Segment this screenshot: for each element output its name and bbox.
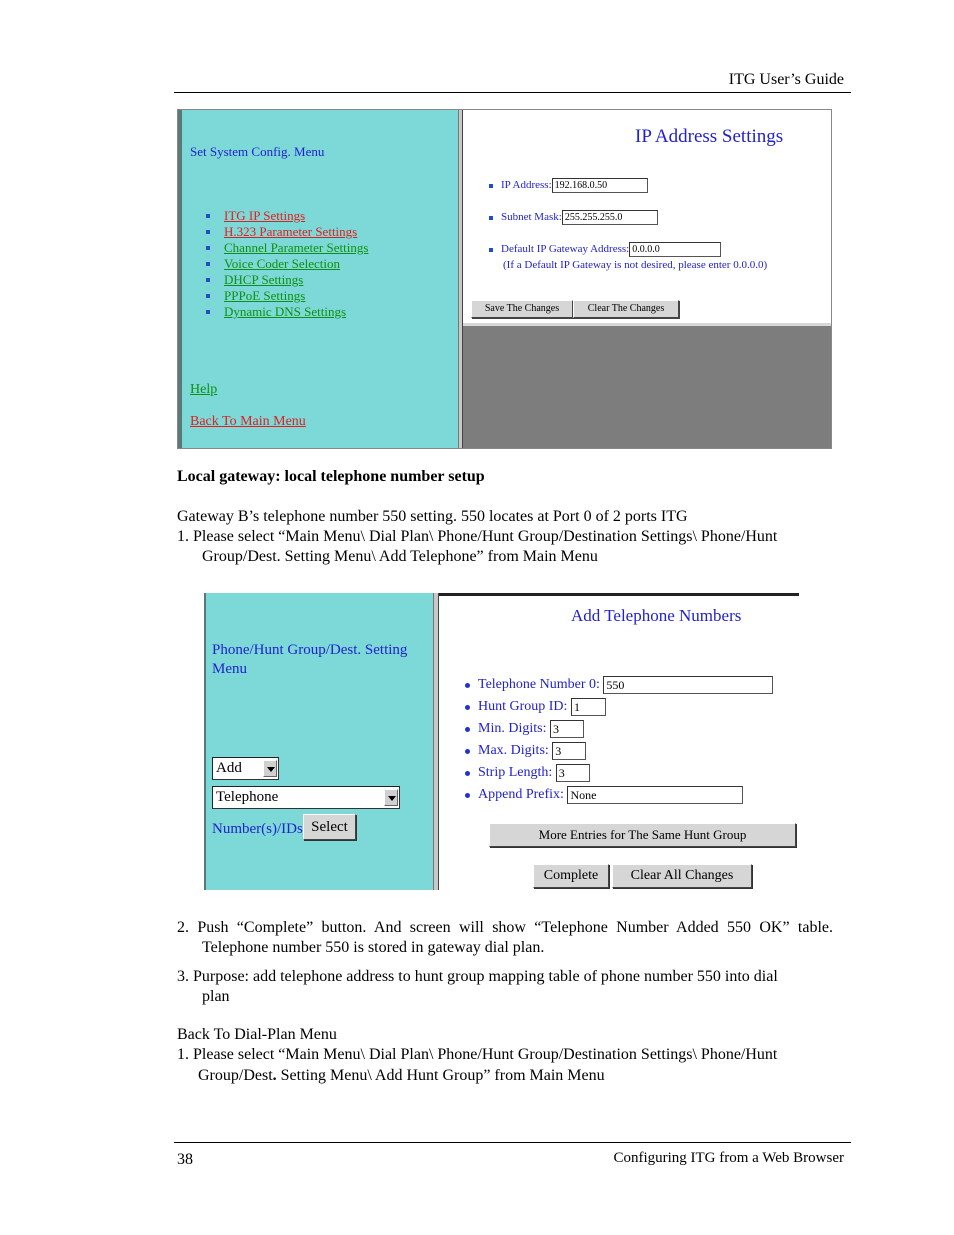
empty-frame — [463, 323, 831, 448]
help-link[interactable]: Help — [190, 382, 218, 397]
bullet-icon — [206, 230, 210, 234]
bullet-icon — [489, 248, 493, 252]
append-prefix-input[interactable]: None — [567, 786, 743, 804]
bullet-icon — [465, 771, 470, 776]
gateway-label: Default IP Gateway Address: — [501, 243, 630, 256]
menu-item-dhcp[interactable] — [206, 272, 368, 288]
bullet-icon — [206, 214, 210, 218]
subnet-mask-label: Subnet Mask: — [501, 211, 562, 224]
menu-title-line: Phone/Hunt Group/Dest. Setting — [212, 642, 408, 658]
subnet-mask-row — [489, 210, 658, 225]
page-number: 38 — [177, 1151, 193, 1168]
numbers-label: Number(s)/IDs — [212, 821, 303, 837]
telephone-number-label: Telephone Number 0: — [478, 677, 600, 693]
back-section-title: Back To Dial-Plan Menu — [177, 1026, 337, 1043]
min-digits-input[interactable]: 3 — [550, 720, 584, 738]
step-3-line2: plan — [202, 988, 230, 1005]
step-4-bold-dot: . — [272, 1067, 277, 1084]
chevron-down-icon[interactable] — [263, 760, 277, 777]
chevron-down-icon[interactable] — [384, 789, 398, 806]
bullet-icon — [489, 216, 493, 220]
ip-address-input[interactable]: 192.168.0.50 — [552, 178, 648, 193]
menu-item-channel[interactable] — [206, 240, 368, 256]
config-link-list — [206, 208, 368, 320]
select-button[interactable]: Select — [303, 814, 356, 840]
ip-settings-form — [463, 110, 831, 323]
min-digits-row — [465, 720, 584, 738]
menu-item-itg-ip[interactable] — [206, 208, 368, 224]
max-digits-label: Max. Digits: — [478, 743, 549, 759]
clear-changes-button[interactable]: Clear The Changes — [573, 300, 679, 318]
max-digits-input[interactable]: 3 — [552, 742, 586, 760]
bullet-icon — [206, 310, 210, 314]
step-4-line2 — [198, 1066, 838, 1086]
menu-link-label[interactable]: H.323 Parameter Settings — [224, 224, 358, 239]
step-4-line1: 1. Please select “Main Menu\ Dial Plan\ Phone/Hunt Group/Destination Settings\ Phone/Hunt — [177, 1046, 778, 1063]
gateway-note: (If a Default IP Gateway is not desired, please enter 0.0.0.0) — [503, 259, 768, 271]
step-3-line1: 3. Purpose: add telephone address to hunt group mapping table of phone number 550 into dial — [177, 968, 778, 985]
more-entries-button[interactable]: More Entries for The Same Hunt Group — [489, 823, 796, 847]
clear-all-changes-button[interactable]: Clear All Changes — [612, 864, 752, 888]
gateway-input[interactable]: 0.0.0.0 — [629, 242, 721, 257]
menu-link-label[interactable]: ITG IP Settings — [224, 208, 306, 223]
telephone-number-input[interactable]: 550 — [603, 676, 773, 694]
max-digits-row — [465, 742, 586, 760]
hunt-group-input[interactable]: 1 — [571, 698, 606, 716]
bullet-icon — [465, 793, 470, 798]
step-2-line1: 2. Push “Complete” button. And screen will show “Telephone Number Added 550 OK” table. — [177, 919, 833, 936]
bullet-icon — [489, 184, 493, 188]
gateway-row — [489, 242, 721, 257]
action-select-value: Add — [216, 760, 242, 776]
action-select[interactable] — [212, 757, 279, 780]
save-changes-button[interactable]: Save The Changes — [471, 300, 573, 318]
bullet-icon — [465, 683, 470, 688]
step-2-line2: Telephone number 550 is stored in gateway dial plan. — [202, 939, 545, 956]
strip-length-input[interactable]: 3 — [556, 764, 590, 782]
type-select-value: Telephone — [216, 789, 279, 805]
bullet-icon — [465, 727, 470, 732]
append-prefix-label: Append Prefix: — [478, 787, 564, 803]
header-rule — [174, 92, 851, 93]
bullet-icon — [465, 705, 470, 710]
add-telephone-screenshot — [204, 593, 799, 890]
ip-address-label: IP Address: — [501, 179, 552, 192]
menu-link-label[interactable]: Voice Coder Selection — [224, 256, 341, 271]
menu-title-line: Menu — [212, 661, 247, 677]
min-digits-label: Min. Digits: — [478, 721, 547, 737]
step-1-line1: 1. Please select “Main Menu\ Dial Plan\ Phone/Hunt Group/Destination Settings\ Phone/Hunt — [177, 528, 778, 545]
menu-item-ddns[interactable] — [206, 304, 368, 320]
back-to-main-link[interactable]: Back To Main Menu — [190, 414, 306, 429]
menu-link-label[interactable]: Dynamic DNS Settings — [224, 304, 347, 319]
telephone-number-row — [465, 676, 773, 694]
bullet-icon — [206, 262, 210, 266]
strip-length-label: Strip Length: — [478, 765, 553, 781]
bullet-icon — [206, 278, 210, 282]
menu-item-voice-coder[interactable] — [206, 256, 368, 272]
bullet-icon — [206, 294, 210, 298]
bullet-icon — [465, 749, 470, 754]
ip-settings-screenshot — [177, 109, 832, 449]
menu-title: Set System Config. Menu — [190, 144, 325, 159]
intro-paragraph: Gateway B’s telephone number 550 setting. 550 locates at Port 0 of 2 ports ITG — [177, 508, 688, 525]
running-footer: Configuring ITG from a Web Browser — [613, 1150, 844, 1166]
step-4-text: Setting Menu\ Add Hunt Group” from Main Menu — [276, 1067, 605, 1084]
form-title: IP Address Settings — [635, 126, 784, 147]
menu-link-label[interactable]: PPPoE Settings — [224, 288, 306, 303]
footer-rule — [174, 1142, 851, 1143]
menu-link-label[interactable]: DHCP Settings — [224, 272, 304, 287]
dest-setting-menu-panel — [204, 593, 433, 890]
add-telephone-form — [439, 593, 799, 890]
complete-button[interactable]: Complete — [533, 864, 609, 888]
section-heading: Local gateway: local telephone number setup — [177, 468, 485, 485]
hunt-group-row — [465, 698, 606, 716]
append-prefix-row — [465, 786, 743, 804]
running-header: ITG User’s Guide — [728, 71, 844, 88]
hunt-group-label: Hunt Group ID: — [478, 699, 568, 715]
dest-menu-title — [212, 641, 407, 679]
step-4-text: Group/Dest — [198, 1067, 273, 1084]
step-1-line2: Group/Dest. Setting Menu\ Add Telephone” from Main Menu — [202, 548, 598, 565]
menu-link-label[interactable]: Channel Parameter Settings — [224, 240, 369, 255]
strip-length-row — [465, 764, 590, 782]
subnet-mask-input[interactable]: 255.255.255.0 — [562, 210, 658, 225]
form-title: Add Telephone Numbers — [571, 606, 742, 625]
config-menu-panel — [178, 110, 458, 448]
bullet-icon — [206, 246, 210, 250]
type-select[interactable] — [212, 786, 400, 809]
menu-item-h323[interactable] — [206, 224, 368, 240]
menu-item-pppoe[interactable] — [206, 288, 368, 304]
ip-address-row — [489, 178, 648, 193]
